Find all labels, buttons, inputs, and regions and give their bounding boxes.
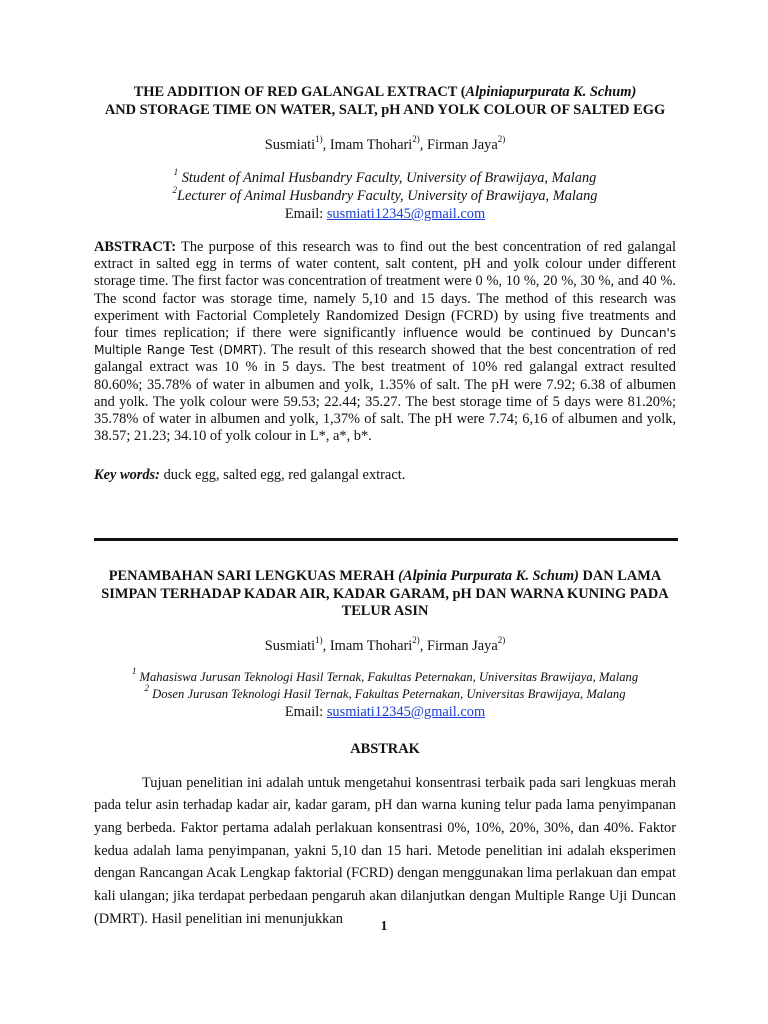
aff-text: Mahasiswa Jurusan Teknologi Hasil Ternak, Fakultas Peternakan, Universitas Brawijaya, Malang <box>139 669 639 684</box>
email-label: Email: <box>284 703 324 720</box>
email-label: Email: <box>284 206 324 222</box>
aff-sup: 1 <box>173 167 179 178</box>
affiliation-1 <box>94 169 676 187</box>
title-text: PENAMBAHAN SARI LENGKUAS MERAH <box>108 568 399 584</box>
abstract-text: The purpose of this research was to find out the best concentration of red galangal extract in salted egg in terms of water content, salt content, pH and yolk colour under different storage time. The first factor was concentration of treatment were 0 %, 10 %, 20 %, 30 %, and 40 %. The scond factor was storage time, namely 5,10 and 15 days. The method of this research was experiment with Factorial Completely Randomized Design (FCRD) by using five treatments and four times replication; if there were significantly <box>94 239 676 342</box>
indonesian-title <box>94 568 676 621</box>
author-name: Imam Thohari <box>329 137 413 153</box>
author-sup: 1) <box>315 134 323 145</box>
email-link[interactable]: susmiati12345@gmail.com <box>326 703 486 720</box>
author-name: Susmiati <box>264 637 316 654</box>
author-sup: 2) <box>497 134 506 145</box>
page-number: 1 <box>380 918 388 933</box>
author-sup: 2) <box>497 634 506 645</box>
section-divider <box>94 538 678 541</box>
abstrak-body: Tujuan penelitian ini adalah untuk mengetahui konsentrasi terbaik pada sari lengkuas merah pada telur asin terhadap kadar air, kadar garam, pH dan warna kuning telur pada lama penyimpanan yang berbeda. Faktor pertama adalah perlakuan konsentrasi 0%, 10%, 20%, 30%, dan 40%. Faktor kedua adalah lama penyimpanan, yakni 5,10 dan 15 hari. Metode penelitian ini adalah eksperimen dengan Rancangan Acak Lengkap faktorial (FCRD) dengan menggunakan lima perlakuan dan empat kali ulangan; jika terdapat perbedaan pengaruh akan dilanjutkan dengan Multiple Range Uji Duncan (DMRT). Hasil penelitian ini menunjukkan <box>94 774 676 927</box>
author-list: Susmiati$^{1)}$, Imam Thohari$^{2)}$, Firman Jaya$^{2)}$ <box>264 634 506 654</box>
author-sup: 2) <box>412 134 420 145</box>
author-name: Susmiati <box>264 137 316 153</box>
keywords-text: duck egg, salted egg, red galangal extract. <box>163 467 406 484</box>
aff-text: Lecturer of Animal Husbandry Faculty, University of Brawijaya, Malang <box>177 188 598 204</box>
affiliation-2 <box>90 683 680 703</box>
author-name: Imam Thohari <box>329 637 413 654</box>
title-text: THE ADDITION OF RED GALANGAL EXTRACT ( <box>133 84 466 100</box>
english-abstract <box>94 239 676 445</box>
indonesian-section <box>94 568 676 930</box>
aff-sup: 2 <box>172 185 177 196</box>
email-link[interactable]: susmiati12345@gmail.com <box>326 206 486 222</box>
affiliation-2 <box>94 187 676 205</box>
aff-sup: 2 <box>144 683 149 694</box>
author-name: Firman Jaya <box>427 637 498 654</box>
author-list: Susmiati$^{1)}$, Imam Thohari$^{2)}$, Firman Jaya$^{2)}$ <box>264 134 506 153</box>
abstrak-heading: ABSTRAK <box>350 740 420 757</box>
email-line <box>94 205 676 223</box>
author-name: Firman Jaya <box>427 137 498 153</box>
affiliation-1 <box>90 666 680 686</box>
title-text-2: DAN LAMA SIMPAN TERHADAP KADAR AIR, KADAR GARAM, pH DAN WARNA KUNING PADA TELUR ASIN <box>101 568 669 619</box>
title-species: Alpiniapurpurata K. Schum) <box>465 84 637 100</box>
abstract-text-mono: influence would be continued by Duncan's Multiple Range Test (DMRT). <box>94 326 676 358</box>
email-line <box>94 703 676 721</box>
aff-text: Student of Animal Husbandry Faculty, University of Brawijaya, Malang <box>181 170 597 186</box>
title-species: (Alpinia Purpurata K. Schum) <box>398 568 579 584</box>
aff-text: Dosen Jurusan Teknologi Hasil Ternak, Fakultas Peternakan, Universitas Brawijaya, Malang <box>152 686 626 701</box>
author-sup: 1) <box>315 634 323 645</box>
keywords-label: Key words: <box>94 467 160 484</box>
english-title <box>94 84 676 119</box>
abstract-label: ABSTRACT: <box>94 239 177 255</box>
english-section <box>94 84 676 484</box>
aff-sup: 1 <box>131 666 137 677</box>
abstract-text-2: The result of this research showed that the best concentration of red galangal extract was 10 % in 5 days. The best treatment of 10% red galangal extract resulted 80.60%; 35.78% of water in albumen and yolk, 1.35% of salt. The pH were 7.92; 6.38 of albumen and yolk. The yolk colour were 59.53; 22.44; 35.27. The best storage time of 5 days were 81.20%; 35.78% of water in albumen and yolk, 1,37% of salt. The pH were 7.74; 6,16 of albumen and yolk, 38.57; 21.23; 34.10 of yolk colour in L*, a*, b*. <box>94 342 676 445</box>
keywords-line <box>94 467 676 484</box>
title-text-2: AND STORAGE TIME ON WATER, SALT, pH AND YOLK COLOUR OF SALTED EGG <box>104 101 666 118</box>
author-sup: 2) <box>412 634 420 645</box>
